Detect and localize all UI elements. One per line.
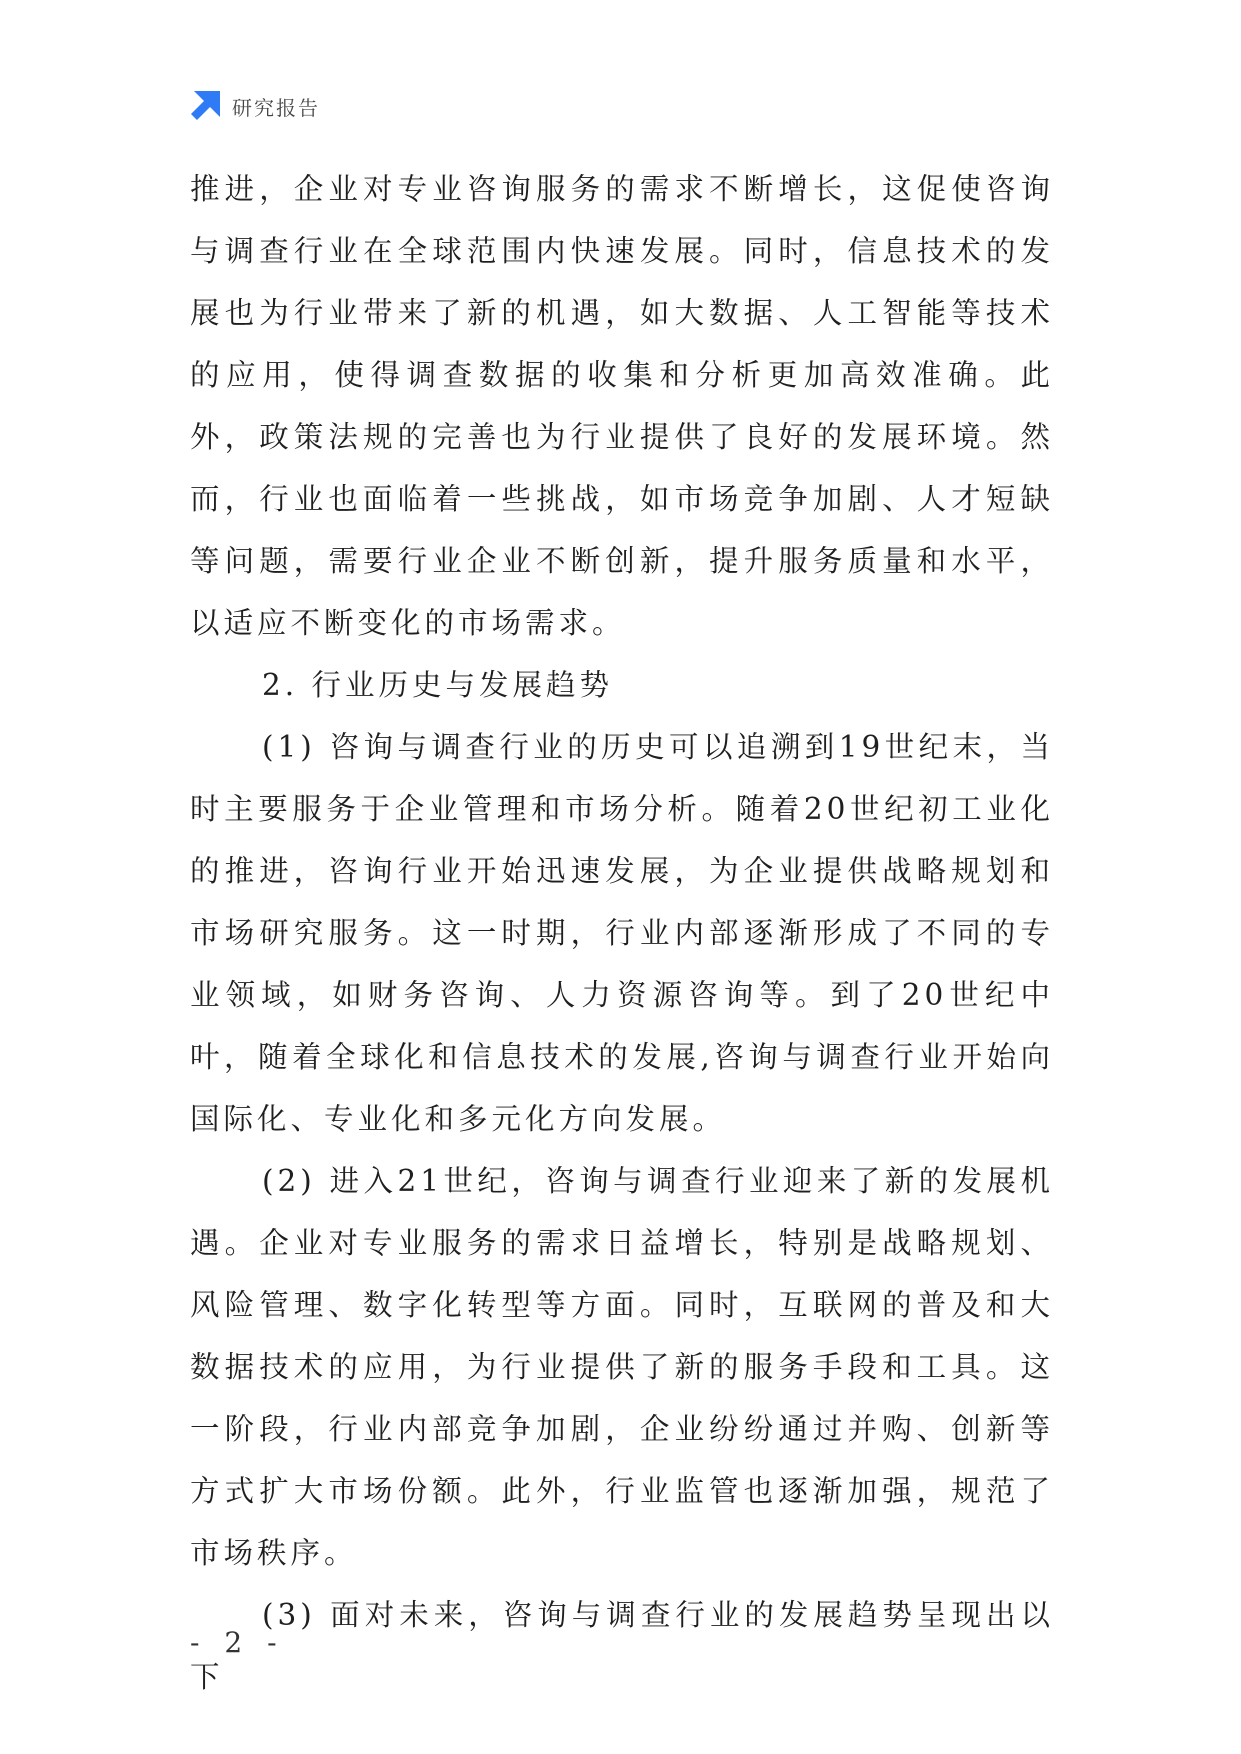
- page-header: [188, 88, 320, 124]
- page-number: - 2 -: [190, 1626, 285, 1659]
- paragraph-3: (2) 进入21世纪，咨询与调查行业迎来了新的发展机遇。企业对专业服务的需求日益增长，特别是战略规划、风险管理、数字化转型等方面。同时，互联网的普及和大数据技术的应用，为行业提供了新的服务手段和工具。这一阶段，行业内部竞争加剧，企业纷纷通过并购、创新等方式扩大市场份额。此外，行业监管也逐渐加强，规范了市场秩序。: [190, 1164, 1054, 1570]
- arrow-up-right-icon: [188, 89, 222, 123]
- paragraph-4: (3) 面对未来，咨询与调查行业的发展趋势呈现出以下: [190, 1598, 1054, 1694]
- paragraph-2: (1) 咨询与调查行业的历史可以追溯到19世纪末，当时主要服务于企业管理和市场分析。随着20世纪初工业化的推进，咨询行业开始迅速发展，为企业提供战略规划和市场研究服务。这一时期，行业内部逐渐形成了不同的专业领域，如财务咨询、人力资源咨询等。到了20世纪中叶，随着全球化和信息技术的发展,咨询与调查行业开始向国际化、专业化和多元化方向发展。: [190, 730, 1054, 1136]
- document-body: [190, 158, 1054, 1708]
- section-heading-2: 2. 行业历史与发展趋势: [262, 668, 614, 702]
- paragraph-1: 推进，企业对专业咨询服务的需求不断增长，这促使咨询与调查行业在全球范围内快速发展。同时，信息技术的发展也为行业带来了新的机遇，如大数据、人工智能等技术的应用，使得调查数据的收集和分析更加高效准确。此外，政策法规的完善也为行业提供了良好的发展环境。然而，行业也面临着一些挑战，如市场竞争加剧、人才短缺等问题，需要行业企业不断创新，提升服务质量和水平，以适应不断变化的市场需求。: [190, 172, 1054, 640]
- header-title: 研究报告: [232, 95, 320, 120]
